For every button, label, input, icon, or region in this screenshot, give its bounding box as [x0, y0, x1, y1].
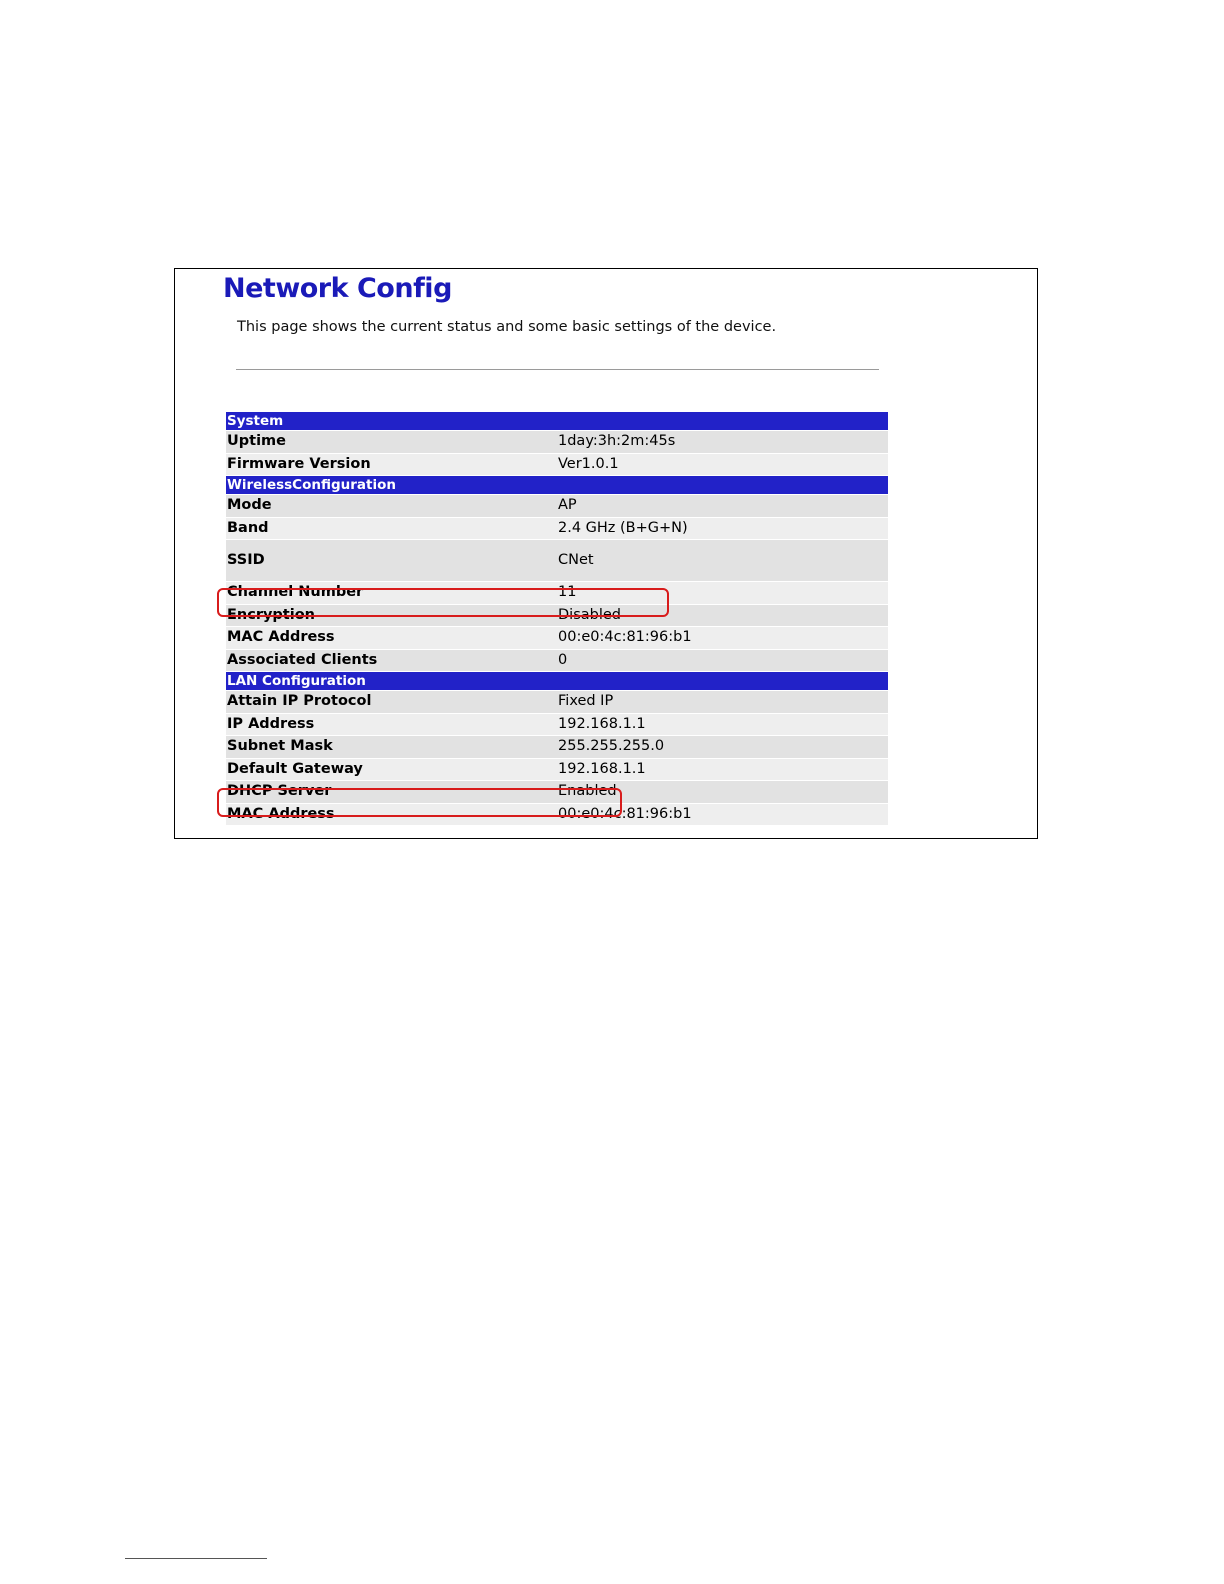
section-header-lan [226, 672, 888, 691]
row-label: Channel Number [226, 582, 557, 605]
table-row-mac-address [226, 627, 888, 650]
table-row-uptime [226, 431, 888, 454]
row-value: Ver1.0.1 [557, 453, 888, 476]
row-value: 2.4 GHz (B+G+N) [557, 517, 888, 540]
row-value: 192.168.1.1 [557, 713, 888, 736]
status-table [226, 412, 888, 826]
table-row-mode [226, 495, 888, 518]
row-label: Firmware Version [226, 453, 557, 476]
row-value: 255.255.255.0 [557, 736, 888, 759]
page-title: Network Config [223, 273, 452, 304]
section-title: System [226, 412, 888, 431]
table-row-band [226, 517, 888, 540]
row-value: Disabled [557, 604, 888, 627]
table-row-lan-mac-address [226, 803, 888, 826]
section-header-wireless [226, 476, 888, 495]
table-row-firmware-version [226, 453, 888, 476]
table-row-ssid [226, 540, 888, 582]
table-row-channel-number [226, 582, 888, 605]
row-label: Associated Clients [226, 649, 557, 672]
row-label: Attain IP Protocol [226, 691, 557, 714]
row-value: Fixed IP [557, 691, 888, 714]
row-value: CNet [557, 540, 888, 582]
section-title: WirelessConfiguration [226, 476, 888, 495]
row-value: 192.168.1.1 [557, 758, 888, 781]
table-row-encryption [226, 604, 888, 627]
divider [236, 369, 879, 370]
row-label: MAC Address [226, 627, 557, 650]
row-value: AP [557, 495, 888, 518]
page-description: This page shows the current status and some basic settings of the device. [237, 319, 777, 335]
row-label: Encryption [226, 604, 557, 627]
screenshot-frame [174, 268, 1038, 839]
row-label: Default Gateway [226, 758, 557, 781]
row-label: IP Address [226, 713, 557, 736]
row-value: 0 [557, 649, 888, 672]
table-row-associated-clients [226, 649, 888, 672]
row-label: Band [226, 517, 557, 540]
row-value: 00:e0:4c:81:96:b1 [557, 627, 888, 650]
row-value: 1day:3h:2m:45s [557, 431, 888, 454]
row-label: Mode [226, 495, 557, 518]
row-label: Subnet Mask [226, 736, 557, 759]
row-value: 11 [557, 582, 888, 605]
table-row-subnet-mask [226, 736, 888, 759]
footnote-rule [125, 1558, 267, 1559]
table-row-default-gateway [226, 758, 888, 781]
table-row-ip-address [226, 713, 888, 736]
section-header-system [226, 412, 888, 431]
table-row-dhcp-server [226, 781, 888, 804]
row-value: 00:e0:4c:81:96:b1 [557, 803, 888, 826]
row-value: Enabled [557, 781, 888, 804]
section-title: LAN Configuration [226, 672, 888, 691]
table-row-attain-ip-protocol [226, 691, 888, 714]
row-label: Uptime [226, 431, 557, 454]
row-label: SSID [226, 540, 557, 582]
row-label: DHCP Server [226, 781, 557, 804]
row-label: MAC Address [226, 803, 557, 826]
